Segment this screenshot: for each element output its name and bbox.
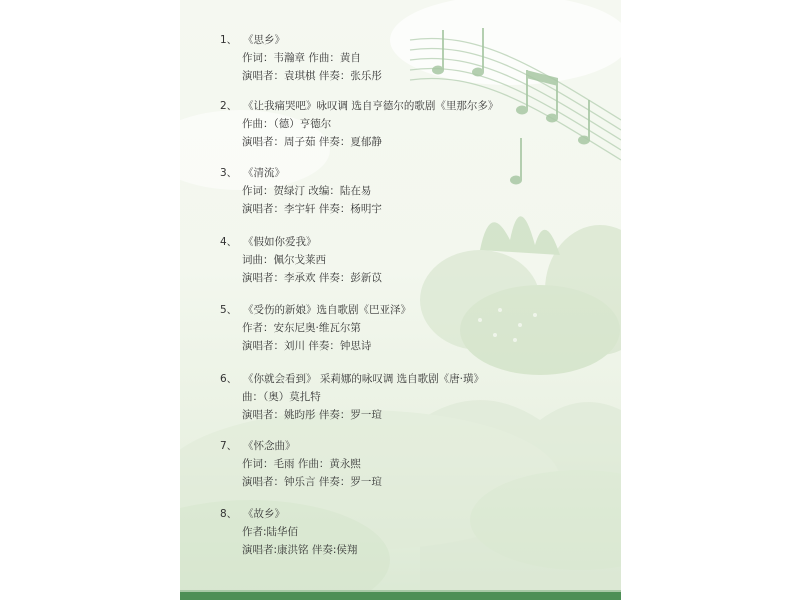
program-list	[180, 0, 621, 600]
item-number: 6、	[220, 373, 238, 385]
item-credits: 作词：贺绿汀 改编：陆在易	[242, 185, 372, 197]
item-credits: 作曲：（德）亨德尔	[242, 118, 332, 130]
item-number: 1、	[220, 34, 238, 46]
item-title: 《清流》	[243, 167, 285, 179]
item-credits: 作者:陆华佰	[242, 526, 299, 538]
item-performers: 演唱者：刘川 伴奏：钟思诗	[242, 340, 372, 352]
item-performers: 演唱者：李承欢 伴奏：彭新苡	[242, 272, 382, 284]
item-number: 8、	[220, 508, 238, 520]
item-title: 《怀念曲》	[243, 440, 296, 452]
bottom-border-bar	[180, 592, 621, 600]
program-page	[180, 0, 621, 600]
item-performers: 演唱者：袁琪棋 伴奏：张乐彤	[242, 70, 382, 82]
item-title: 《你就会看到》 采莉娜的咏叹调 选自歌剧《唐·璜》	[243, 373, 485, 385]
item-number: 4、	[220, 236, 238, 248]
item-credits: 作词：韦瀚章 作曲：黄自	[242, 52, 361, 64]
item-title: 《故乡》	[243, 508, 285, 520]
item-number: 2、	[220, 100, 238, 112]
item-performers: 演唱者：钟乐言 伴奏：罗一瑄	[242, 476, 382, 488]
item-title: 《受伤的新娘》选自歌剧《巴亚泽》	[243, 304, 411, 316]
item-title: 《让我痛哭吧》咏叹调 选自亨德尔的歌剧《里那尔多》	[243, 100, 499, 112]
item-number: 5、	[220, 304, 238, 316]
item-performers: 演唱者：周子茹 伴奏：夏郁静	[242, 136, 382, 148]
item-credits: 词曲：佩尔戈莱西	[242, 254, 326, 266]
item-title: 《假如你爱我》	[243, 236, 317, 248]
item-performers: 演唱者：姚昀彤 伴奏：罗一瑄	[242, 409, 382, 421]
item-performers: 演唱者:康洪铭 伴奏:侯翔	[242, 544, 358, 556]
item-credits: 作者：安东尼奥·维瓦尔第	[242, 322, 361, 334]
item-performers: 演唱者：李宇轩 伴奏：杨明宇	[242, 203, 382, 215]
item-credits: 曲：（奥）莫扎特	[242, 391, 321, 403]
item-title: 《思乡》	[243, 34, 285, 46]
item-credits: 作词：毛雨 作曲：黄永熙	[242, 458, 361, 470]
item-number: 3、	[220, 167, 238, 179]
item-number: 7、	[220, 440, 238, 452]
